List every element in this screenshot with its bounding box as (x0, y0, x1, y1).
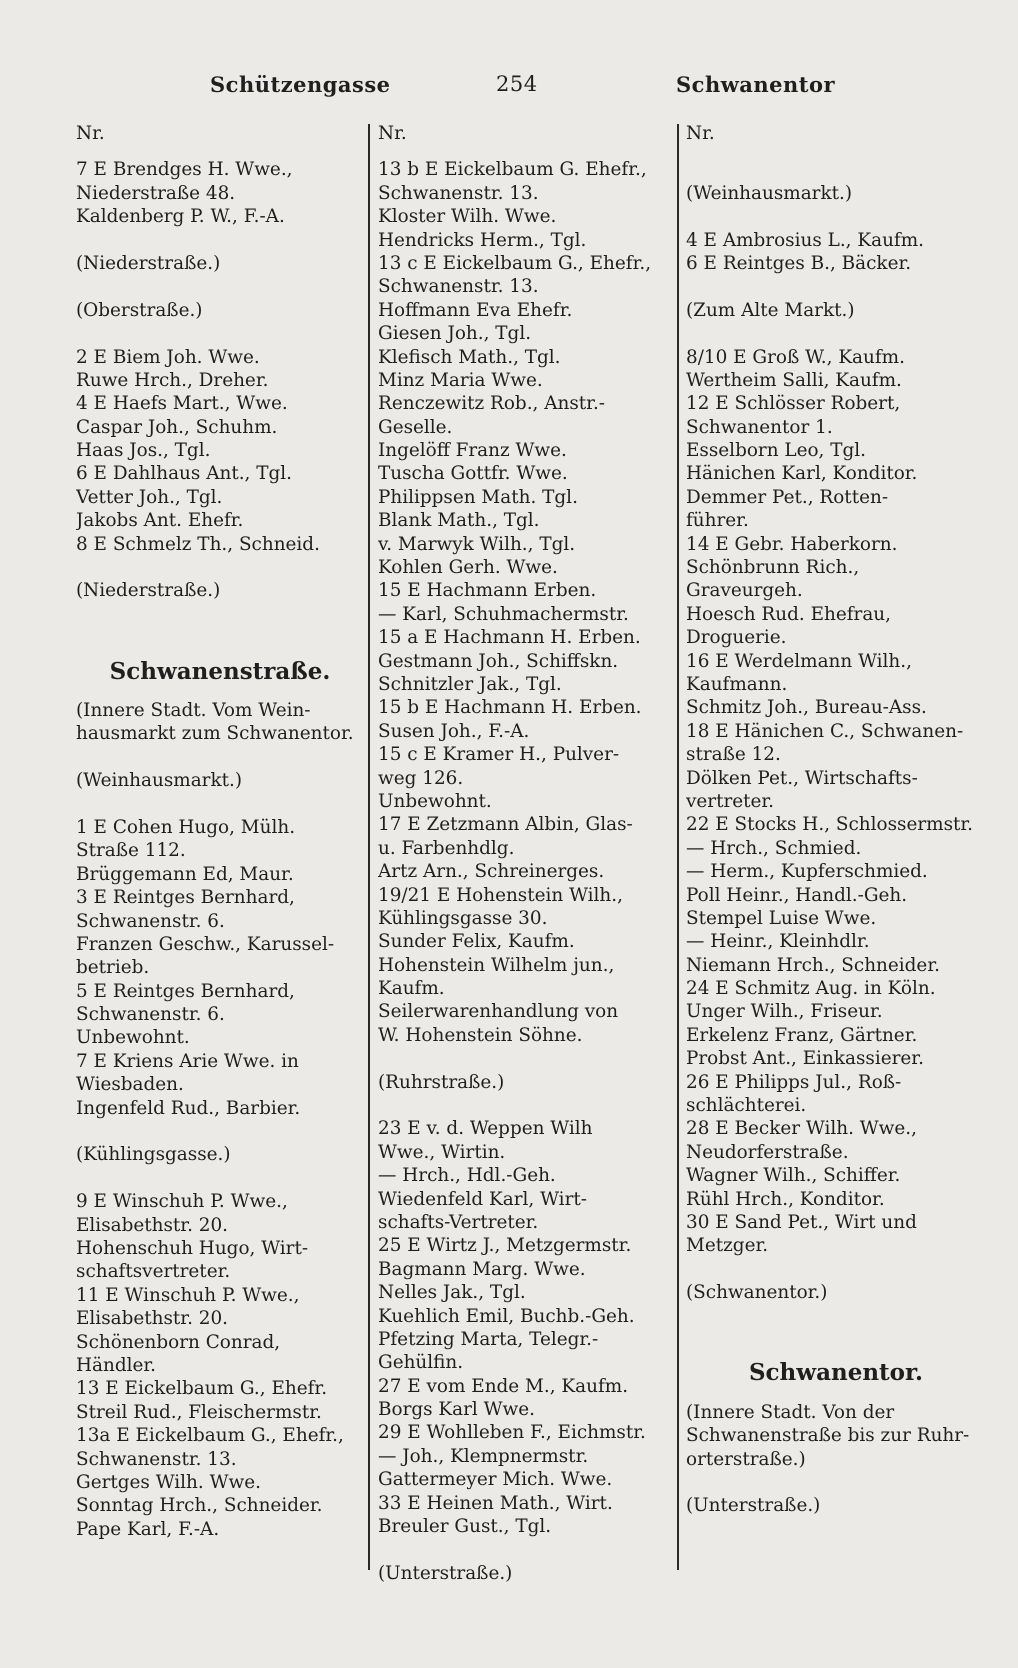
entry-line: (Weinhausmarkt.) (76, 770, 243, 792)
column-3 (686, 122, 986, 1518)
spacer (76, 556, 364, 579)
entry-line: Sonntag Hrch., Schneider. (76, 1495, 323, 1517)
column-2 (378, 122, 672, 1585)
entry-line: 30 E Sand Pet., Wirt und (686, 1211, 917, 1233)
entry-line: 14 E Gebr. Haberkorn. (686, 533, 898, 555)
spacer (76, 322, 364, 345)
entry-line: 16 E Werdelmann Wilh., (686, 650, 912, 672)
entry-line: 13 E Eickelbaum G., Ehefr. (76, 1378, 328, 1400)
entry-line: 7 E Brendges H. Wwe., (76, 159, 293, 181)
entry-line: 5 E Reintges Bernhard, (76, 980, 295, 1002)
entry-line: u. Farbenhdlg. (378, 837, 515, 859)
column-1 (76, 122, 364, 1541)
entry-line: (Kühlingsgasse.) (76, 1144, 231, 1166)
spacer (686, 1328, 986, 1351)
entry-line: 1 E Cohen Hugo, Mülh. (76, 816, 296, 838)
spacer (686, 1471, 986, 1494)
entry-line: Pfetzing Marta, Telegr.- (378, 1328, 599, 1350)
entry-line: Pape Karl, F.-A. (76, 1518, 220, 1540)
entry-line: Giesen Joh., Tgl. (378, 323, 532, 345)
entry-line: Unbewohnt. (76, 1027, 190, 1049)
section-title: Schwanentor. (748, 1359, 924, 1387)
entry-line: Droguerie. (686, 627, 787, 649)
entry-line: führer. (686, 510, 749, 532)
spacer (686, 158, 986, 181)
entry-line: Poll Heinr., Handl.-Geh. (686, 884, 908, 906)
entry-line: 22 E Stocks H., Schlossermstr. (686, 814, 974, 836)
entry-line: Wwe., Wirtin. (378, 1141, 506, 1163)
spacer (76, 1167, 364, 1190)
entry-line: Streil Rud., Fleischermstr. (76, 1401, 322, 1423)
entry-line: weg 126. (378, 767, 464, 789)
entry-line: Gestmann Joh., Schiffskn. (378, 650, 619, 672)
entry-line: — Karl, Schuhmachermstr. (378, 603, 629, 625)
entry-line: (Schwanentor.) (686, 1282, 828, 1304)
nr-label: Nr. (686, 123, 715, 144)
entry-line: — Heinr., Kleinhdlr. (686, 931, 870, 953)
entry-line: 6 E Reintges B., Bäcker. (686, 252, 912, 274)
column-rule (677, 124, 679, 1570)
entry-line: schlächterei. (686, 1095, 807, 1117)
entry-line: Schwanenstraße bis zur Ruhr- (686, 1425, 970, 1447)
entry-line: 28 E Becker Wilh. Wwe., (686, 1118, 917, 1140)
entry-line: 18 E Hänichen C., Schwanen- (686, 720, 964, 742)
entry-line: Blank Math., Tgl. (378, 510, 540, 532)
entry-line: Gertges Wilh. Wwe. (76, 1471, 261, 1493)
nr-label: Nr. (76, 123, 105, 144)
entry-line: 4 E Haefs Mart., Wwe. (76, 393, 288, 415)
entry-line: Wiedenfeld Karl, Wirt- (378, 1188, 587, 1210)
entry-line: Hoffmann Eva Ehefr. (378, 299, 573, 321)
entry-line: 26 E Philipps Jul., Roß- (686, 1071, 902, 1093)
entry-line: — Hrch., Schmied. (686, 837, 862, 859)
entry-line: 6 E Dahlhaus Ant., Tgl. (76, 463, 293, 485)
entry-line: (Oberstraße.) (76, 299, 203, 321)
entry-line: Erkelenz Franz, Gärtner. (686, 1024, 918, 1046)
entry-line: Tuscha Gottfr. Wwe. (378, 463, 568, 485)
spacer (686, 1258, 986, 1281)
entry-line: Ruwe Hrch., Dreher. (76, 369, 269, 391)
entry-line: Klefisch Math., Tgl. (378, 346, 561, 368)
entry-line: 2 E Biem Joh. Wwe. (76, 346, 260, 368)
spacer (686, 1305, 986, 1328)
nr-label: Nr. (378, 123, 407, 144)
entry-line: Demmer Pet., Rotten- (686, 486, 889, 508)
entry-line: 7 E Kriens Arie Wwe. in (76, 1050, 299, 1072)
entry-line: 8/10 E Groß W., Kaufm. (686, 346, 905, 368)
entry-line: Franzen Geschw., Karussel- (76, 933, 335, 955)
entry-line: (Niederstraße.) (76, 252, 221, 274)
entry-line: Hendricks Herm., Tgl. (378, 229, 587, 251)
entry-line: 15 E Hachmann Erben. (378, 580, 597, 602)
spacer (686, 205, 986, 228)
entry-line: 17 E Zetzmann Albin, Glas- (378, 814, 633, 836)
entry-line: (Niederstraße.) (76, 580, 221, 602)
entry-line: Kaufm. (378, 978, 445, 1000)
entry-line: — Hrch., Hdl.-Geh. (378, 1165, 556, 1187)
column-rule (368, 124, 370, 1570)
entry-line: Wertheim Salli, Kaufm. (686, 369, 902, 391)
entry-line: Neudorferstraße. (686, 1141, 849, 1163)
entry-line: Kohlen Gerh. Wwe. (378, 557, 558, 579)
entry-line: Stempel Luise Wwe. (686, 907, 877, 929)
entry-line: Niemann Hrch., Schneider. (686, 954, 940, 976)
entry-line: Schwanenstr. 13. (378, 276, 539, 298)
entry-line: Schmitz Joh., Bureau-Ass. (686, 697, 927, 719)
entry-line: Gattermeyer Mich. Wwe. (378, 1469, 613, 1491)
entry-line: Unger Wilh., Friseur. (686, 1001, 883, 1023)
entry-line: Schönbrunn Rich., (686, 557, 860, 579)
running-head-left: Schützengasse (210, 72, 391, 97)
entry-line: Schönenborn Conrad, (76, 1331, 281, 1353)
entry-line: Ingelöff Franz Wwe. (378, 440, 567, 462)
entry-line: Schwanentor 1. (686, 416, 833, 438)
entry-line: 27 E vom Ende M., Kaufm. (378, 1375, 629, 1397)
entry-line: Rühl Hrch., Konditor. (686, 1188, 885, 1210)
entry-line: Kaldenberg P. W., F.-A. (76, 206, 285, 228)
entry-line: 15 c E Kramer H., Pulver- (378, 744, 620, 766)
entry-line: Minz Maria Wwe. (378, 369, 543, 391)
entry-line: straße 12. (686, 744, 781, 766)
entry-line: Probst Ant., Einkassierer. (686, 1048, 924, 1070)
entry-line: — Herm., Kupferschmied. (686, 861, 928, 883)
entry-line: Ingenfeld Rud., Barbier. (76, 1097, 301, 1119)
entry-line: Hohenschuh Hugo, Wirt- (76, 1237, 309, 1259)
entry-line: Hohenstein Wilhelm jun., (378, 954, 615, 976)
spacer (686, 275, 986, 298)
entry-line: Susen Joh., F.-A. (378, 720, 530, 742)
entry-line: Kloster Wilh. Wwe. (378, 206, 557, 228)
spacer (76, 746, 364, 769)
entry-line: Wiesbaden. (76, 1074, 184, 1096)
entry-line: (Weinhausmarkt.) (686, 182, 853, 204)
entry-line: 13 c E Eickelbaum G., Ehefr., (378, 252, 652, 274)
spacer (76, 229, 364, 252)
entry-line: Renczewitz Rob., Anstr.- (378, 393, 606, 415)
entry-line: Esselborn Leo, Tgl. (686, 440, 867, 462)
spacer (76, 603, 364, 626)
entry-line: W. Hohenstein Söhne. (378, 1024, 583, 1046)
entry-line: 33 E Heinen Math., Wirt. (378, 1492, 613, 1514)
entry-line: (Unterstraße.) (378, 1562, 513, 1584)
entry-line: Hänichen Karl, Konditor. (686, 463, 918, 485)
entry-line: 13a E Eickelbaum G., Ehefr., (76, 1425, 344, 1447)
spacer (378, 1047, 672, 1070)
entry-line: (Innere Stadt. Von der (686, 1401, 895, 1423)
entry-line: Seilerwarenhandlung von (378, 1001, 619, 1023)
spacer (76, 1120, 364, 1143)
entry-line: 9 E Winschuh P. Wwe., (76, 1191, 288, 1213)
entry-line: hausmarkt zum Schwanentor. (76, 723, 354, 745)
entry-line: schafts-Vertreter. (378, 1211, 539, 1233)
entry-line: Kühlingsgasse 30. (378, 907, 548, 929)
entry-line: 15 a E Hachmann H. Erben. (378, 627, 641, 649)
entry-line: 13 b E Eickelbaum G. Ehefr., (378, 159, 647, 181)
entry-line: Graveurgeh. (686, 580, 803, 602)
entry-line: 19/21 E Hohenstein Wilh., (378, 884, 623, 906)
entry-line: orterstraße.) (686, 1448, 806, 1470)
entry-line: — Joh., Klempnermstr. (378, 1445, 589, 1467)
entry-line: Haas Jos., Tgl. (76, 440, 211, 462)
section-title: Schwanenstraße. (109, 657, 331, 685)
entry-line: Artz Arn., Schreinerges. (378, 861, 605, 883)
spacer (76, 793, 364, 816)
entry-line: Dölken Pet., Wirtschafts- (686, 767, 918, 789)
entry-line: Schwanenstr. 13. (378, 182, 539, 204)
entry-line: 29 E Wohlleben F., Eichmstr. (378, 1422, 646, 1444)
entry-line: Elisabethstr. 20. (76, 1308, 229, 1330)
entry-line: Sunder Felix, Kaufm. (378, 931, 575, 953)
entry-line: (Innere Stadt. Vom Wein- (76, 700, 311, 721)
entry-line: Caspar Joh., Schuhm. (76, 416, 278, 438)
entry-line: Bagmann Marg. Wwe. (378, 1258, 586, 1280)
entry-line: 3 E Reintges Bernhard, (76, 887, 295, 909)
entry-line: Hoesch Rud. Ehefrau, (686, 603, 891, 625)
entry-line: (Unterstraße.) (686, 1495, 821, 1517)
entry-line: Borgs Karl Wwe. (378, 1399, 536, 1421)
entry-line: vertreter. (686, 790, 775, 812)
entry-line: Jakobs Ant. Ehefr. (76, 510, 244, 532)
entry-line: Schwanenstr. 6. (76, 1004, 225, 1026)
spacer (378, 1094, 672, 1117)
entry-line: (Ruhrstraße.) (378, 1071, 505, 1093)
entry-line: Geselle. (378, 416, 453, 438)
spacer (76, 626, 364, 649)
entry-line: Kaufmann. (686, 673, 788, 695)
entry-line: Elisabethstr. 20. (76, 1214, 229, 1236)
entry-line: Nelles Jak., Tgl. (378, 1282, 526, 1304)
entry-line: 8 E Schmelz Th., Schneid. (76, 533, 320, 555)
running-head-right: Schwanentor (676, 72, 836, 97)
entry-line: schaftsvertreter. (76, 1261, 231, 1283)
entry-line: Unbewohnt. (378, 790, 492, 812)
entry-line: 23 E v. d. Weppen Wilh (378, 1118, 593, 1140)
spacer (76, 275, 364, 298)
entry-line: Philippsen Math. Tgl. (378, 486, 578, 508)
entry-line: Händler. (76, 1354, 157, 1376)
entry-line: Schwanenstr. 6. (76, 910, 225, 932)
entry-line: Kuehlich Emil, Buchb.-Geh. (378, 1305, 635, 1327)
entry-line: 24 E Schmitz Aug. in Köln. (686, 978, 936, 1000)
page-number: 254 (496, 72, 538, 96)
entry-line: Vetter Joh., Tgl. (76, 486, 223, 508)
entry-line: (Zum Alte Markt.) (686, 299, 855, 321)
spacer (378, 1538, 672, 1561)
entry-line: Straße 112. (76, 840, 186, 862)
entry-line: Brüggemann Ed, Maur. (76, 863, 294, 885)
entry-line: Schwanenstr. 13. (76, 1448, 237, 1470)
entry-line: Schnitzler Jak., Tgl. (378, 673, 562, 695)
entry-line: Metzger. (686, 1235, 769, 1257)
entry-line: betrieb. (76, 957, 150, 979)
entry-line: 25 E Wirtz J., Metzgermstr. (378, 1235, 632, 1257)
entry-line: 15 b E Hachmann H. Erben. (378, 697, 642, 719)
entry-line: Breuler Gust., Tgl. (378, 1516, 552, 1538)
entry-line: Gehülfin. (378, 1352, 464, 1374)
entry-line: 11 E Winschuh P. Wwe., (76, 1284, 300, 1306)
spacer (686, 322, 986, 345)
entry-line: v. Marwyk Wilh., Tgl. (378, 533, 576, 555)
entry-line: 12 E Schlösser Robert, (686, 393, 901, 415)
entry-line: 4 E Ambrosius L., Kaufm. (686, 229, 925, 251)
entry-line: Wagner Wilh., Schiffer. (686, 1165, 901, 1187)
entry-line: Niederstraße 48. (76, 182, 236, 204)
